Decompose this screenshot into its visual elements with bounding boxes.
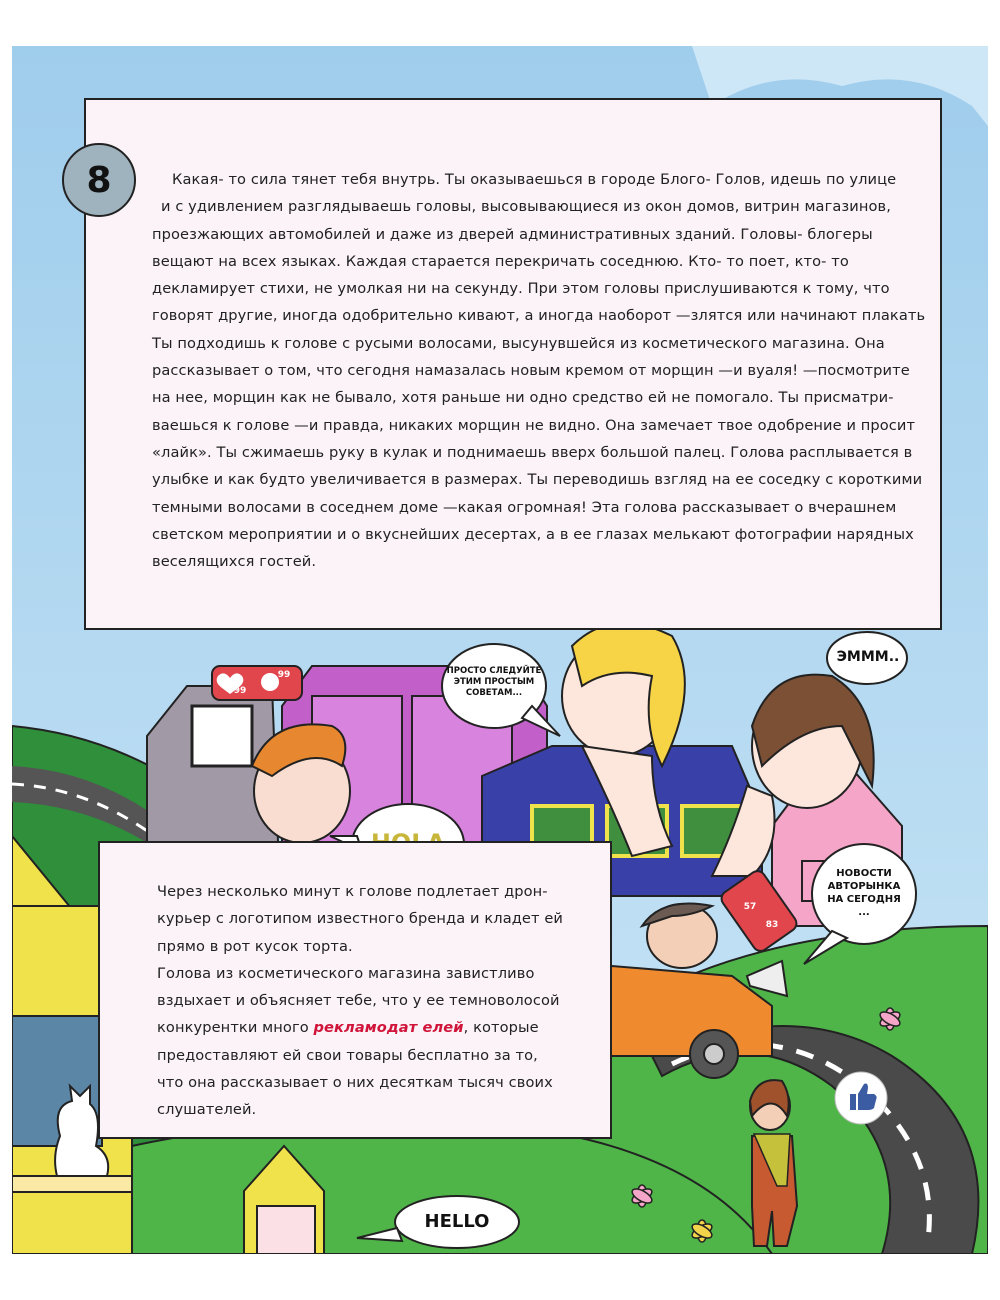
small-house-window bbox=[257, 1206, 315, 1254]
highlight-line: конкурентки много рекламодат елей, которые bbox=[157, 1019, 539, 1037]
bubble-news-text: НОВОСТИ АВТОРЫНКА НА СЕГОДНЯ ... bbox=[827, 868, 901, 918]
bubble-advice-text: ПРОСТО СЛЕДУЙТЕ ЭТИМ ПРОСТЫМ СОВЕТАМ... bbox=[446, 666, 542, 698]
main-text-box bbox=[84, 98, 942, 630]
bubble-hello-text: HELLO bbox=[424, 1211, 490, 1232]
secondary-paragraph: Через несколько минут к голове подлетает дрон- курьер с логотипом известного бренда и кладет ей прямо в рот кусок торта. Голова из косметического магазина завистливо вздыхает и объясняет тебе, что у ее темноволосой конкурентки много рекламодат елей, которые предоставляют ей свои товары бесплатно за то, что она рассказывает о них десяткам тысяч своих слушателей. bbox=[157, 878, 587, 1124]
notification-comments-top: 99 bbox=[277, 670, 291, 680]
page-number-badge: 8 bbox=[62, 143, 136, 217]
car-wheel-hub bbox=[704, 1044, 724, 1064]
notification-likes-top: 99 bbox=[233, 686, 247, 696]
bubble-emmm-text: ЭМММ.. bbox=[836, 649, 900, 665]
notification-likes-car: 57 bbox=[743, 902, 757, 912]
notification-comments-car: 83 bbox=[765, 920, 779, 930]
highlight-term: рекламодат елей bbox=[313, 1019, 464, 1037]
main-paragraph: Какая- то сила тянет тебя внутрь. Ты оказываешься в городе Блого- Голов, идешь по улице и с удивлением разглядываешь головы, высовывающиеся из окон домов, витрин магазинов, проезжающих автомобилей и даже из дверей административных зданий. Головы- блогеры вещают на всех языках. Каждая старается перекричать соседнюю. Кто- то поет, кто- то декламирует стихи, не умолкая ни на секунду. При этом головы прислушиваются к тому, что говорят другие, иногда одобрительно кивают, а иногда наоборот —злятся или начинают плакать Ты подходишь к голове с русыми волосами, высунувшейся из косметического магазина. Она рассказывает о том, что сегодня намазалась новым кремом от морщин —и вуаля! —посмотрите на нее, морщин как не бывало, хотя раньше ни одно средство ей не помогало. Ты присматри- ваешься к голове —и правда, никаких морщин не видно. Она замечает твое одобрение и просит «лайк». Ты сжимаешь руку в кулак и поднимаешь вверх большой палец. Голова расплывается в улыбке и как будто увеличивается в размерах. Ты переводишь взгляд на ее соседку с короткими темными волосами в соседнем доме —какая огромная! Эта голова рассказывает о вчерашнем светском мероприятии и о вкуснейших десертах, а в ее глазах мелькают фотографии нарядных веселящихся гостей. bbox=[152, 171, 926, 571]
grey-house-window bbox=[192, 706, 252, 766]
secondary-text-box bbox=[98, 841, 612, 1139]
